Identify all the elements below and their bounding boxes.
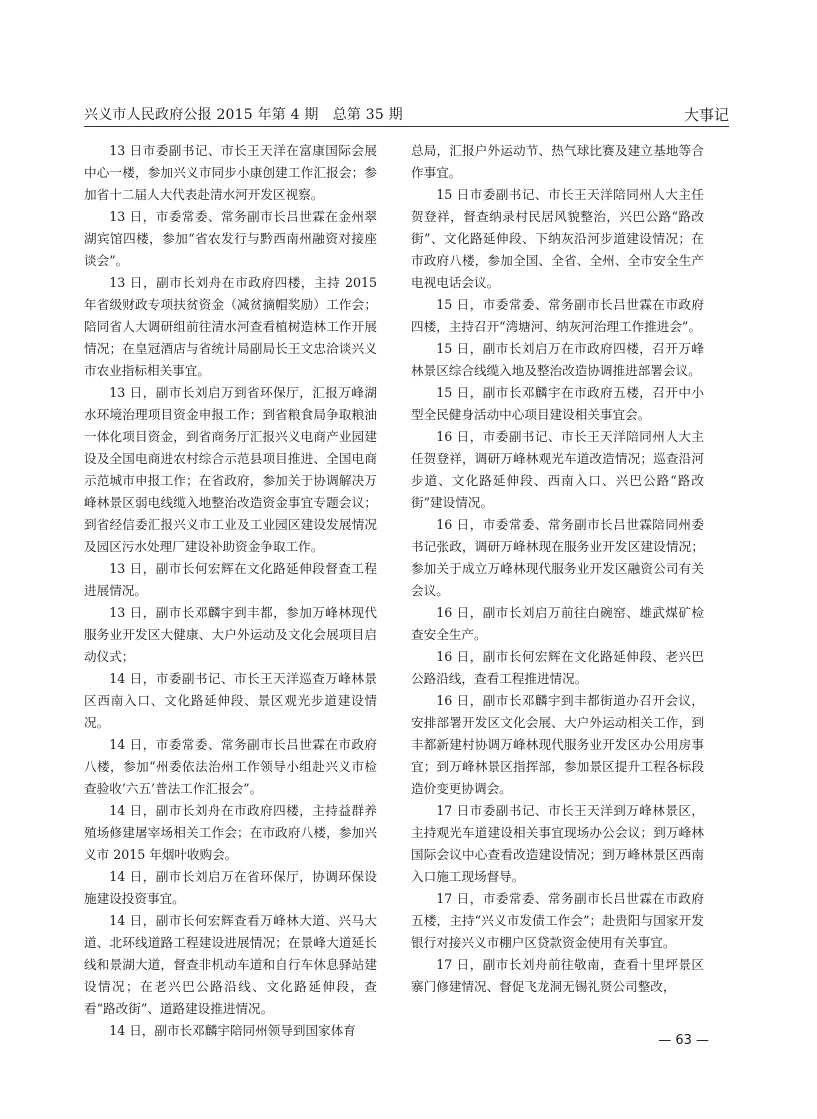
- entry-paragraph: 15 日，副市长刘启万在市政府四楼，召开万峰林景区综合线缆入地及整治改造协调推进部署会议。: [411, 341, 704, 378]
- entry-paragraph: 13 日，副市长刘启万到省环保厅，汇报万峰湖水环境治理项目资金申报工作；到省粮食局争取粮油一体化项目资金，到省商务厅汇报兴义电商产业园建设及全国电商进农村综合示范县项目推进、全国电商示范城市申报工作；在省政府，参加关于协调解决万峰林景区弱电线缆入地整治改造资金事宜专题会议；到省经信委汇报兴义市工业及工业园区建设发展情况及园区污水处理厂建设补助资金争取工作。: [84, 385, 377, 554]
- entry-paragraph: 17 日，副市长刘舟前往敬南，查看十里坪景区寨门修建情况、督促飞龙洞无锡礼贤公司整改，: [411, 957, 704, 994]
- header-divider: [84, 126, 729, 127]
- entry-paragraph: 17 日，市委常委、常务副市长吕世霖在市政府五楼，主持“兴义市发债工作会”；赴贵阳与国家开发银行对接兴义市棚户区贷款资金使用有关事宜。: [411, 891, 704, 950]
- entry-paragraph: 15 日市委副书记、市长王天洋陪同州人大主任贺登祥，督查纳录村民居风貌整治，兴巴公路“路改街”、文化路延伸段、下纳灰沿河步道建设情况；在市政府八楼，参加全国、全省、全州、全市安全生产电视电话会议。: [411, 187, 704, 290]
- entry-paragraph: 16 日，市委常委、常务副市长吕世霖陪同州委书记张政，调研万峰林现在服务业开发区建设情况；参加关于成立万峰林现代服务业开发区融资公司有关会议。: [411, 517, 704, 598]
- left-column: [84, 140, 377, 1042]
- entry-paragraph: 16 日，副市长邓麟宇到丰都街道办召开会议，安排部署开发区文化会展、大户外运动相关工作，到丰都新建村协调万峰林现代服务业开发区办公用房事宜；到万峰林景区指挥部，参加景区提升工程各标段造价变更协调会。: [411, 693, 704, 796]
- entry-paragraph: 16 日，市委副书记、市长王天洋陪同州人大主任贺登祥，调研万峰林观光车道改造情况；巡查沿河步道、文化路延伸段、西南入口、兴巴公路“路改街”建设情况。: [411, 429, 704, 510]
- entry-paragraph: 13 日市委副书记、市长王天洋在富康国际会展中心一楼，参加兴义市同步小康创建工作汇报会；参加省十二届人大代表赴清水河开发区视察。: [84, 143, 377, 202]
- entry-paragraph: 13 日，市委常委、常务副市长吕世霖在金州翠湖宾馆四楼，参加“省农发行与黔西南州融资对接座谈会”。: [84, 209, 377, 268]
- entry-paragraph: 16 日，副市长何宏辉在文化路延伸段、老兴巴公路沿线，查看工程推进情况。: [411, 649, 704, 686]
- entry-paragraph: 17 日市委副书记、市长王天洋到万峰林景区，主持观光车道建设相关事宜现场办公会议；到万峰林国际会议中心查看改造建设情况；到万峰林景区西南入口施工现场督导。: [411, 803, 704, 884]
- page-number: — 63 —: [658, 1033, 709, 1048]
- section-title: 大事记: [683, 106, 729, 124]
- right-column: [411, 140, 704, 998]
- entry-paragraph: 14 日，副市长刘舟在市政府四楼，主持益群养殖场修建屠宰场相关工作会；在市政府八楼，参加兴义市 2015 年烟叶收购会。: [84, 803, 377, 862]
- entry-paragraph: 14 日，市委常委、常务副市长吕世霖在市政府八楼，参加“州委依法治州工作领导小组赴兴义市检查验收‘六五’普法工作汇报会”。: [84, 737, 377, 796]
- entry-paragraph: 16 日，副市长刘启万前往白碗窑、雄武煤矿检查安全生产。: [411, 605, 704, 642]
- entry-paragraph: 14 日，市委副书记、市长王天洋巡查万峰林景区西南入口、文化路延伸段、景区观光步道建设情况。: [84, 671, 377, 730]
- publication-title: 兴义市人民政府公报 2015 年第 4 期 总第 35 期: [84, 107, 403, 123]
- entry-paragraph: 13 日，副市长刘舟在市政府四楼，主持 2015 年省级财政专项扶贫资金（减贫摘帽奖励）工作会；陪同省人大调研组前往清水河查看植树造林工作开展情况；在皇冠酒店与省统计局副局长王文忠洽谈兴义市农业指标相关事宜。: [84, 275, 377, 378]
- entry-paragraph: 14 日，副市长刘启万在省环保厅，协调环保设施建设投资事宜。: [84, 869, 377, 906]
- entry-paragraph: 14 日，副市长何宏辉查看万峰林大道、兴马大道、北环线道路工程建设进展情况；在景峰大道延长线和景湖大道，督查非机动车道和自行车休息驿站建设情况；在老兴巴公路沿线、文化路延伸段，查看“路改街”、道路建设推进情况。: [84, 913, 377, 1016]
- entry-paragraph: 14 日，副市长邓麟宇陪同州领导到国家体育: [109, 1023, 356, 1038]
- entry-paragraph: 13 日，副市长邓麟宇到丰都，参加万峰林现代服务业开发区大健康、大户外运动及文化会展项目启动仪式；: [84, 605, 377, 664]
- entry-paragraph: 13 日，副市长何宏辉在文化路延伸段督查工程进展情况。: [84, 561, 377, 598]
- entry-paragraph: 15 日，市委常委、常务副市长吕世霖在市政府四楼，主持召开“湾塘河、纳灰河治理工作推进会”。: [411, 297, 704, 334]
- continued-paragraph: 总局，汇报户外运动节、热气球比赛及建立基地等合作事宜。: [411, 143, 704, 180]
- entry-paragraph: 15 日，副市长邓麟宇在市政府五楼，召开中小型全民健身活动中心项目建设相关事宜会。: [411, 385, 704, 422]
